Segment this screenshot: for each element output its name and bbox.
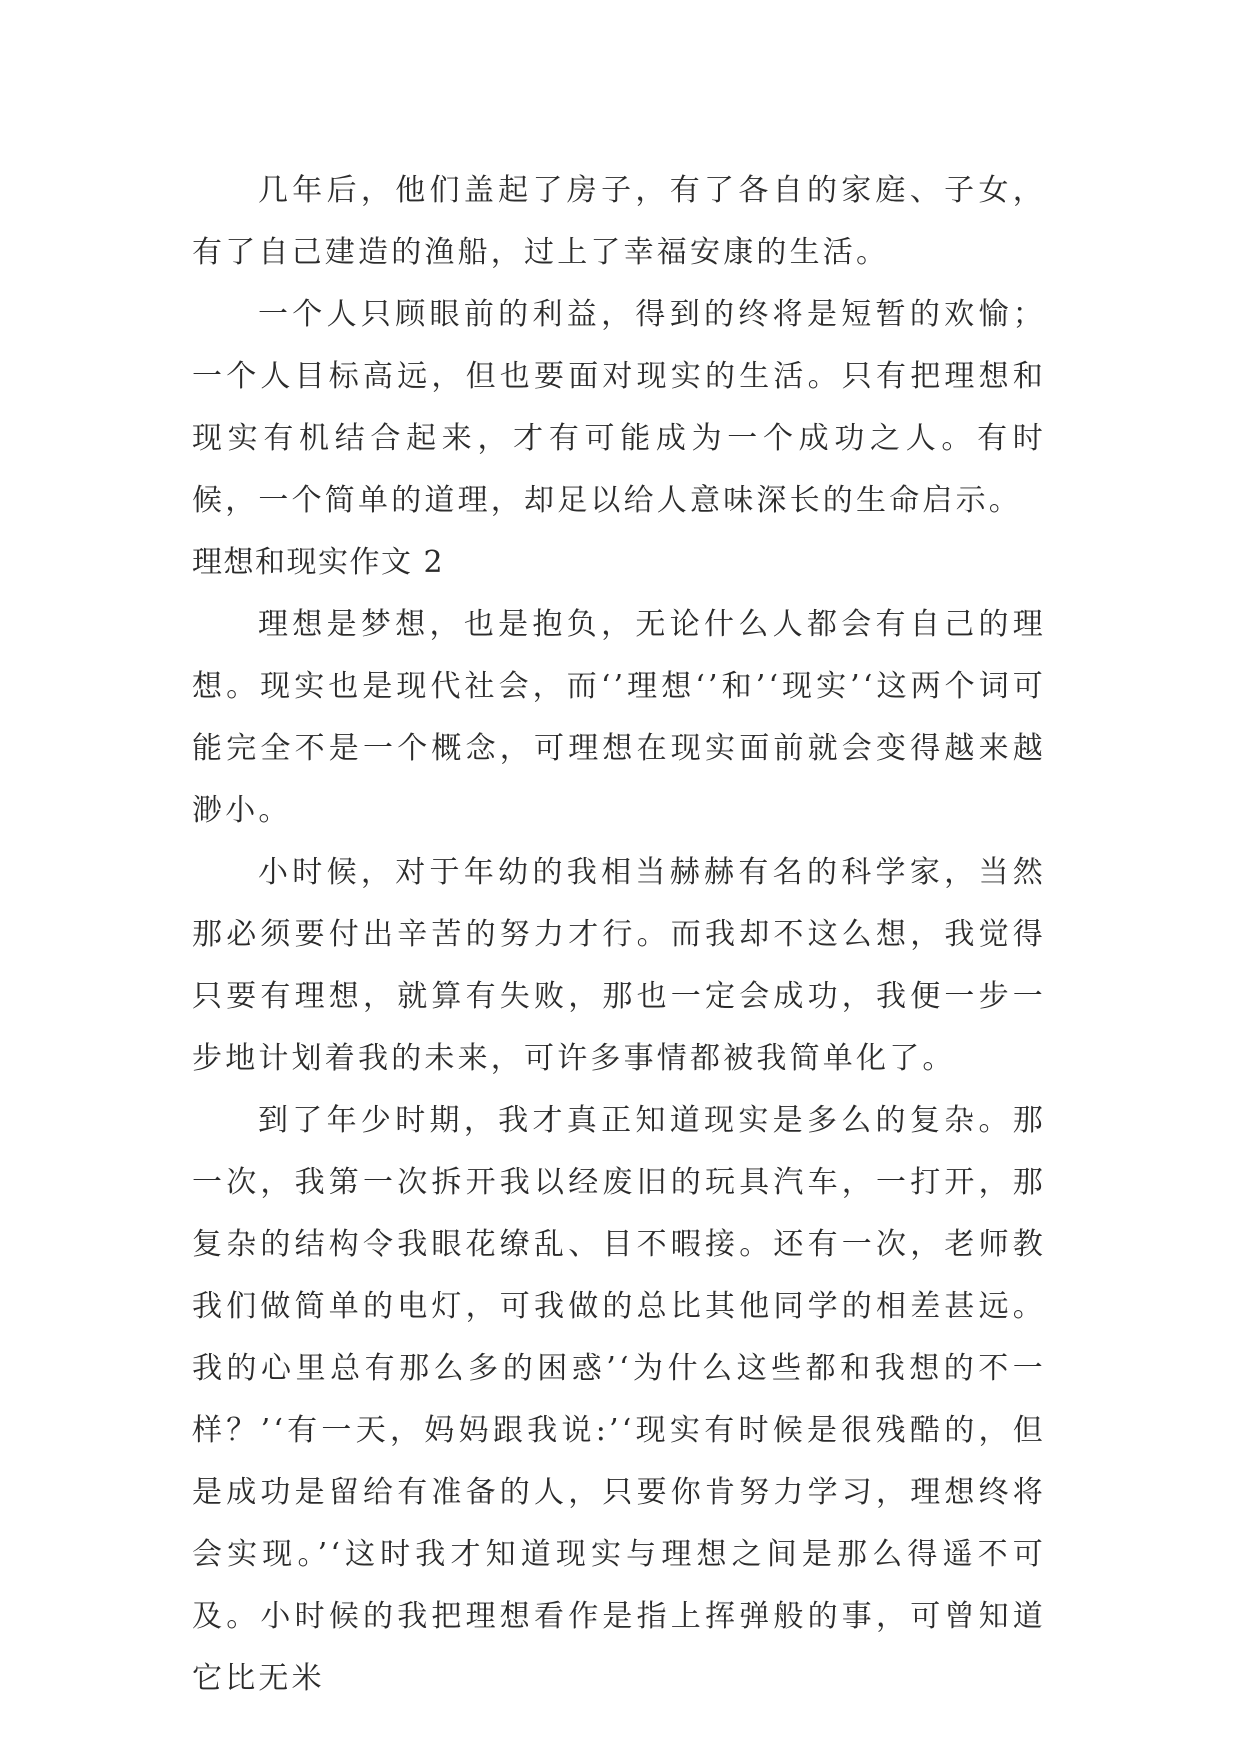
paragraph: 理想是梦想，也是抱负，无论什么人都会有自己的理想。现实也是现代社会，而‘’理想‘’和’‘现实’‘这两个词可能完全不是一个概念，可理想在现实面前就会变得越来越渺小。 [192, 607, 1046, 828]
paragraph: 到了年少时期，我才真正知道现实是多么的复杂。那一次，我第一次拆开我以经废旧的玩具汽车，一打开，那复杂的结构令我眼花缭乱、目不暇接。还有一次，老师教我们做简单的电灯，可我做的总比其他同学的相差甚远。我的心里总有那么多的困惑’‘为什么这些都和我想的不一样？’‘有一天，妈妈跟我说:’‘现实有时候是很残酷的，但是成功是留给有准备的人，只要你肯努力学习，理想终将会实现。’‘这时我才知道现实与理想之间是那么得遥不可及。小时候的我把理想看作是指上挥弹般的事，可曾知道它比无米 [192, 1103, 1046, 1696]
paragraph: 几年后，他们盖起了房子，有了各自的家庭、子女，有了自己建造的渔船，过上了幸福安康的生活。 [192, 173, 1046, 270]
document-body [192, 160, 1046, 1710]
section-title: 理想和现实作文 2 [192, 545, 445, 580]
paragraph: 一个人只顾眼前的利益，得到的终将是短暂的欢愉；一个人目标高远，但也要面对现实的生活。只有把理想和现实有机结合起来，才有可能成为一个成功之人。有时候，一个简单的道理，却足以给人意味深长的生命启示。 [192, 297, 1046, 518]
paragraph: 小时候，对于年幼的我相当赫赫有名的科学家，当然那必须要付出辛苦的努力才行。而我却不这么想，我觉得只要有理想，就算有失败，那也一定会成功，我便一步一步地计划着我的未来，可许多事情都被我简单化了。 [192, 855, 1046, 1076]
